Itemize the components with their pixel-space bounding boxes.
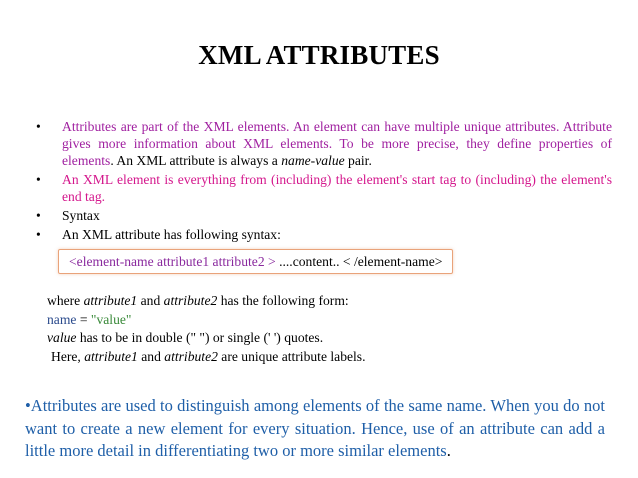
bullet-dot: • — [36, 119, 41, 134]
syntax-line — [47, 311, 366, 330]
text-segment: Here, — [51, 348, 85, 364]
text-segment: has the following form: — [217, 293, 349, 308]
equals-token: = — [76, 311, 91, 327]
attribute1-term: attribute1 — [83, 293, 138, 308]
text-segment: has to be in double (" ") or single (' ') quotes. — [76, 330, 324, 345]
syntax-code-box — [58, 249, 453, 274]
attribute2-term: attribute2 — [163, 293, 218, 308]
text-segment: and — [137, 348, 165, 364]
element-definition-text: An XML element is everything from (including) the element's start tag to (including) the element's end tag. — [62, 172, 612, 204]
name-value-term: name-value — [281, 153, 345, 168]
bullet-dot: • — [36, 172, 41, 187]
text-segment: . An XML attribute is always a — [110, 153, 282, 168]
name-token: name — [47, 311, 77, 327]
syntax-line — [47, 348, 366, 367]
bullet-dot: • — [36, 227, 41, 242]
syntax-line — [47, 292, 366, 311]
bullet-list — [22, 118, 612, 245]
syntax-label: Syntax — [62, 208, 100, 223]
syntax-explanation — [47, 292, 366, 366]
bullet-item — [22, 171, 612, 205]
code-content-end-tag: ....content.. < /element-name> — [279, 254, 443, 269]
text-segment: where — [47, 293, 84, 308]
code-start-tag: <element-name attribute1 attribute2 > — [69, 254, 280, 269]
bullet-item — [22, 118, 612, 169]
usage-text: •Attributes are used to distinguish among elements of the same name. When you do not want to create a new element for every situation. Hence, use of an attribute can add a little more detail in differentiating two or more similar elements — [25, 396, 605, 460]
syntax-line — [47, 329, 366, 348]
attributes-definition-text: Attributes are part of the XML elements. An element can have multiple unique attributes. Attribute gives more information about XML elements. To be more precise, they define properties of elements — [62, 119, 612, 168]
attribute1-term: attribute1 — [84, 348, 138, 364]
syntax-intro-text: An XML attribute has following syntax: — [62, 227, 281, 242]
attributes-usage-paragraph — [25, 395, 605, 463]
text-segment: and — [137, 293, 164, 308]
bullet-dot: • — [36, 208, 41, 223]
bullet-item — [22, 226, 612, 243]
value-term: value — [47, 330, 77, 345]
text-segment: are unique attribute labels. — [217, 348, 366, 364]
bullet-text — [62, 118, 612, 169]
text-segment: pair. — [344, 153, 372, 168]
usage-period: . — [446, 441, 451, 460]
attribute2-term: attribute2 — [164, 348, 218, 364]
bullet-item — [22, 207, 612, 224]
slide-title: XML ATTRIBUTES — [198, 40, 440, 70]
value-token: "value" — [90, 311, 132, 327]
